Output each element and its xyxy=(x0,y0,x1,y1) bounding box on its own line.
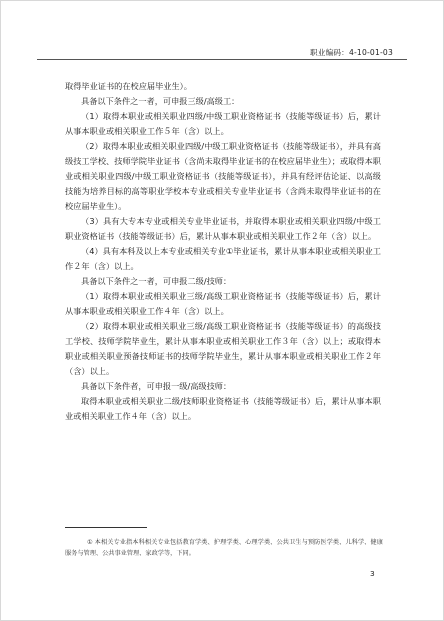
footnote: ① 本相关专业指本科相关专业包括教育学类、护理学类、心理学类、公共卫生与预防医学类、儿科学、健康服务与管理、公共事业管理、家政学等，下同。 xyxy=(65,539,383,557)
level3-item-4: （4）具有本科及以上本专业或相关专业①毕业证书，累计从事本职业或相关职业工作２年（含）以上。 xyxy=(65,246,381,271)
footnote-rule xyxy=(65,527,147,528)
header-rule xyxy=(37,59,407,60)
body-text xyxy=(65,79,381,424)
level3-item-2: （2）取得本职业或相关职业四级/中级工职业资格证书（技能等级证书），并具有高级技工学校、技师学院毕业证书（含尚未取得毕业证书的在校应届毕业生）；或取得本职业或相关职业四级/中级工职业资格证书（技能等级证书），并具有经评估论证、以高级技能为培养目标的高等职业学校本专业或相关专业毕业证书（含尚未取得毕业证书的在校应届毕业生）。 xyxy=(65,141,381,211)
paragraph-continuation: 取得毕业证书的在校应届毕业生）。 xyxy=(65,81,192,91)
page-number: 3 xyxy=(370,569,375,578)
level2-item-1: （1）取得本职业或相关职业三级/高级工职业资格证书（技能等级证书）后，累计从事本职业或相关职业工作４年（含）以上。 xyxy=(65,291,381,316)
level3-item-1: （1）取得本职业或相关职业四级/中级工职业资格证书（技能等级证书）后，累计从事本职业或相关职业工作５年（含）以上。 xyxy=(65,111,381,136)
level3-item-3: （3）具有大专本专业或相关专业毕业证书，并取得本职业或相关职业四级/中级工职业资格证书（技能等级证书）后，累计从事本职业或相关职业工作２年（含）以上。 xyxy=(65,216,381,241)
level2-item-2: （2）取得本职业或相关职业三级/高级工职业资格证书（技能等级证书）的高级技工学校、技师学院毕业生，累计从事本职业或相关职业工作３年（含）以上；或取得本职业或相关职业预备技师证书的技师学院毕业生，累计从事本职业或相关职业工作２年（含）以上。 xyxy=(65,321,381,376)
level2-heading: 具备以下条件之一者，可申报二级/技师： xyxy=(81,276,232,286)
occupation-code: 职业编码：4-10-01-03 xyxy=(309,48,393,57)
level1-heading: 具备以下条件者，可申报一级/高级技师： xyxy=(81,381,232,391)
level3-heading: 具备以下条件之一者，可申报三级/高级工： xyxy=(81,96,240,106)
level1-item: 取得本职业或相关职业二级/技师职业资格证书（技能等级证书）后，累计从事本职业或相关职业工作４年（含）以上。 xyxy=(65,396,381,421)
